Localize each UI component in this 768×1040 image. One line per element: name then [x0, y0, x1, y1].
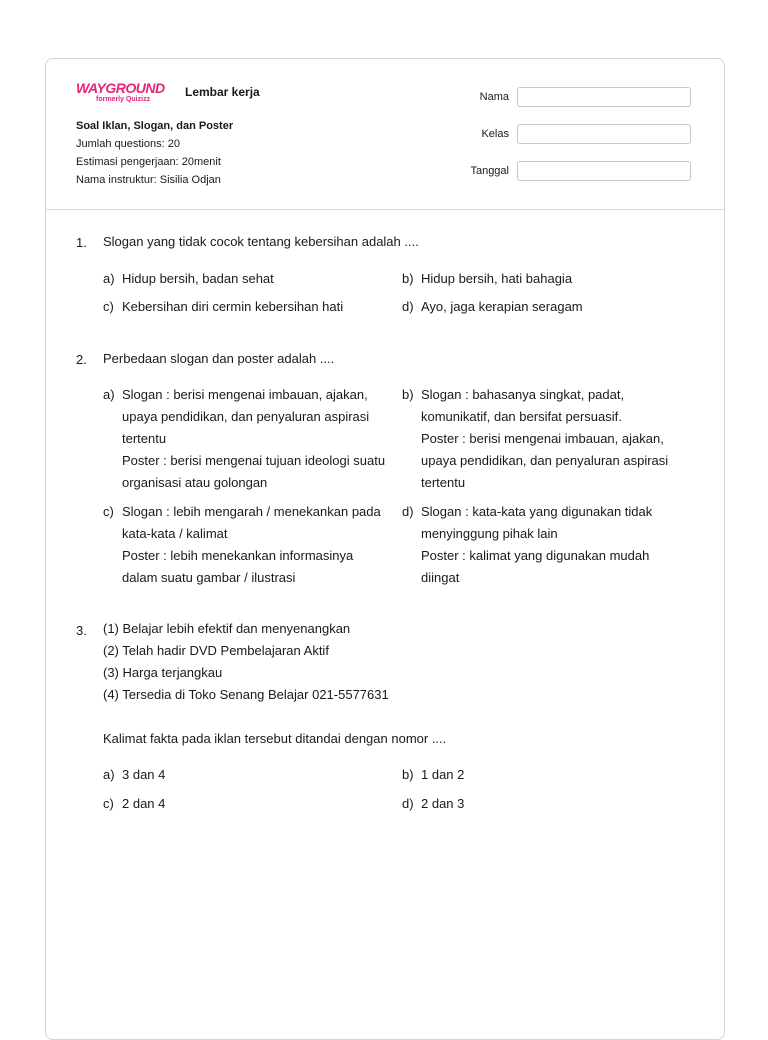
option-letter: a) [103, 271, 115, 286]
option-text: dalam suatu gambar / ilustrasi [122, 570, 296, 585]
question-statement: (1) Belajar lebih efektif dan menyenangkan [103, 621, 351, 636]
option-letter: b) [402, 271, 414, 286]
option-text: upaya pendidikan, dan penyaluran aspirasi [421, 453, 669, 468]
brand-logo-subtitle: formerly Quizizz [96, 96, 151, 103]
question-number: 1. [76, 235, 87, 250]
option-letter: c) [103, 796, 114, 811]
worksheet-title: Soal Iklan, Slogan, dan Poster [76, 120, 234, 132]
option-text: komunikatif, dan bersifat persuasif. [421, 409, 622, 424]
option-text: Poster : berisi mengenai imbauan, ajakan, [421, 431, 664, 446]
option-text: Slogan : berisi mengenai imbauan, ajakan, [122, 387, 368, 402]
brand-logo [76, 80, 180, 112]
option-text: Slogan : bahasanya singkat, padat, [421, 387, 625, 402]
sheet-type-label: Lembar kerja [185, 85, 260, 99]
option-text: 2 dan 3 [421, 796, 465, 811]
name-label: Nama [479, 91, 509, 103]
option-letter: d) [402, 504, 414, 519]
class-input[interactable] [517, 124, 691, 144]
question-statement: (3) Harga terjangkau [103, 665, 223, 680]
instructor-name: Nama instruktur: Sisilia Odjan [76, 174, 221, 186]
option-letter: a) [103, 387, 115, 402]
option-text: Hidup bersih, hati bahagia [421, 271, 573, 286]
option-text: Poster : kalimat yang digunakan mudah [421, 548, 650, 563]
option-text: tertentu [122, 431, 167, 446]
option-text: Kebersihan diri cermin kebersihan hati [122, 299, 344, 314]
option-letter: c) [103, 504, 114, 519]
question-count: Jumlah questions: 20 [76, 138, 180, 150]
option-text: Hidup bersih, badan sehat [122, 271, 274, 286]
option-letter: b) [402, 767, 414, 782]
option-text: Slogan : kata-kata yang digunakan tidak [421, 504, 653, 519]
option-text: menyinggung pihak lain [421, 526, 558, 541]
option-letter: c) [103, 299, 114, 314]
option-text: 1 dan 2 [421, 767, 465, 782]
option-text: kata-kata / kalimat [122, 526, 228, 541]
name-input[interactable] [517, 87, 691, 107]
question-text: Perbedaan slogan dan poster adalah .... [103, 351, 335, 366]
option-letter: d) [402, 796, 414, 811]
worksheet-page [45, 58, 725, 1040]
option-text: Poster : berisi mengenai tujuan ideologi suatu [122, 453, 386, 468]
date-label: Tanggal [470, 165, 509, 177]
question-text: Slogan yang tidak cocok tentang kebersihan adalah .... [103, 234, 419, 249]
option-text: upaya pendidikan, dan penyaluran aspirasi [122, 409, 370, 424]
option-letter: a) [103, 767, 115, 782]
question-statement: (2) Telah hadir DVD Pembelajaran Aktif [103, 643, 329, 658]
option-text: Poster : lebih menekankan informasinya [122, 548, 354, 563]
date-input[interactable] [517, 161, 691, 181]
question-number: 3. [76, 623, 87, 638]
question-statement: (4) Tersedia di Toko Senang Belajar 021-5577631 [103, 687, 389, 702]
option-text: Ayo, jaga kerapian seragam [421, 299, 583, 314]
option-text: Slogan : lebih mengarah / menekankan pada [122, 504, 381, 519]
question-text: Kalimat fakta pada iklan tersebut ditandai dengan nomor .... [103, 731, 447, 746]
option-text: 2 dan 4 [122, 796, 166, 811]
class-label: Kelas [481, 128, 509, 140]
option-text: organisasi atau golongan [122, 475, 268, 490]
option-letter: d) [402, 299, 414, 314]
option-letter: b) [402, 387, 414, 402]
brand-logo-text: WAYGROUND [76, 80, 165, 96]
worksheet-header [46, 59, 724, 210]
time-estimate: Estimasi pengerjaan: 20menit [76, 156, 221, 168]
question-number: 2. [76, 352, 87, 367]
option-text: diingat [421, 570, 460, 585]
option-text: 3 dan 4 [122, 767, 166, 782]
option-text: tertentu [421, 475, 466, 490]
